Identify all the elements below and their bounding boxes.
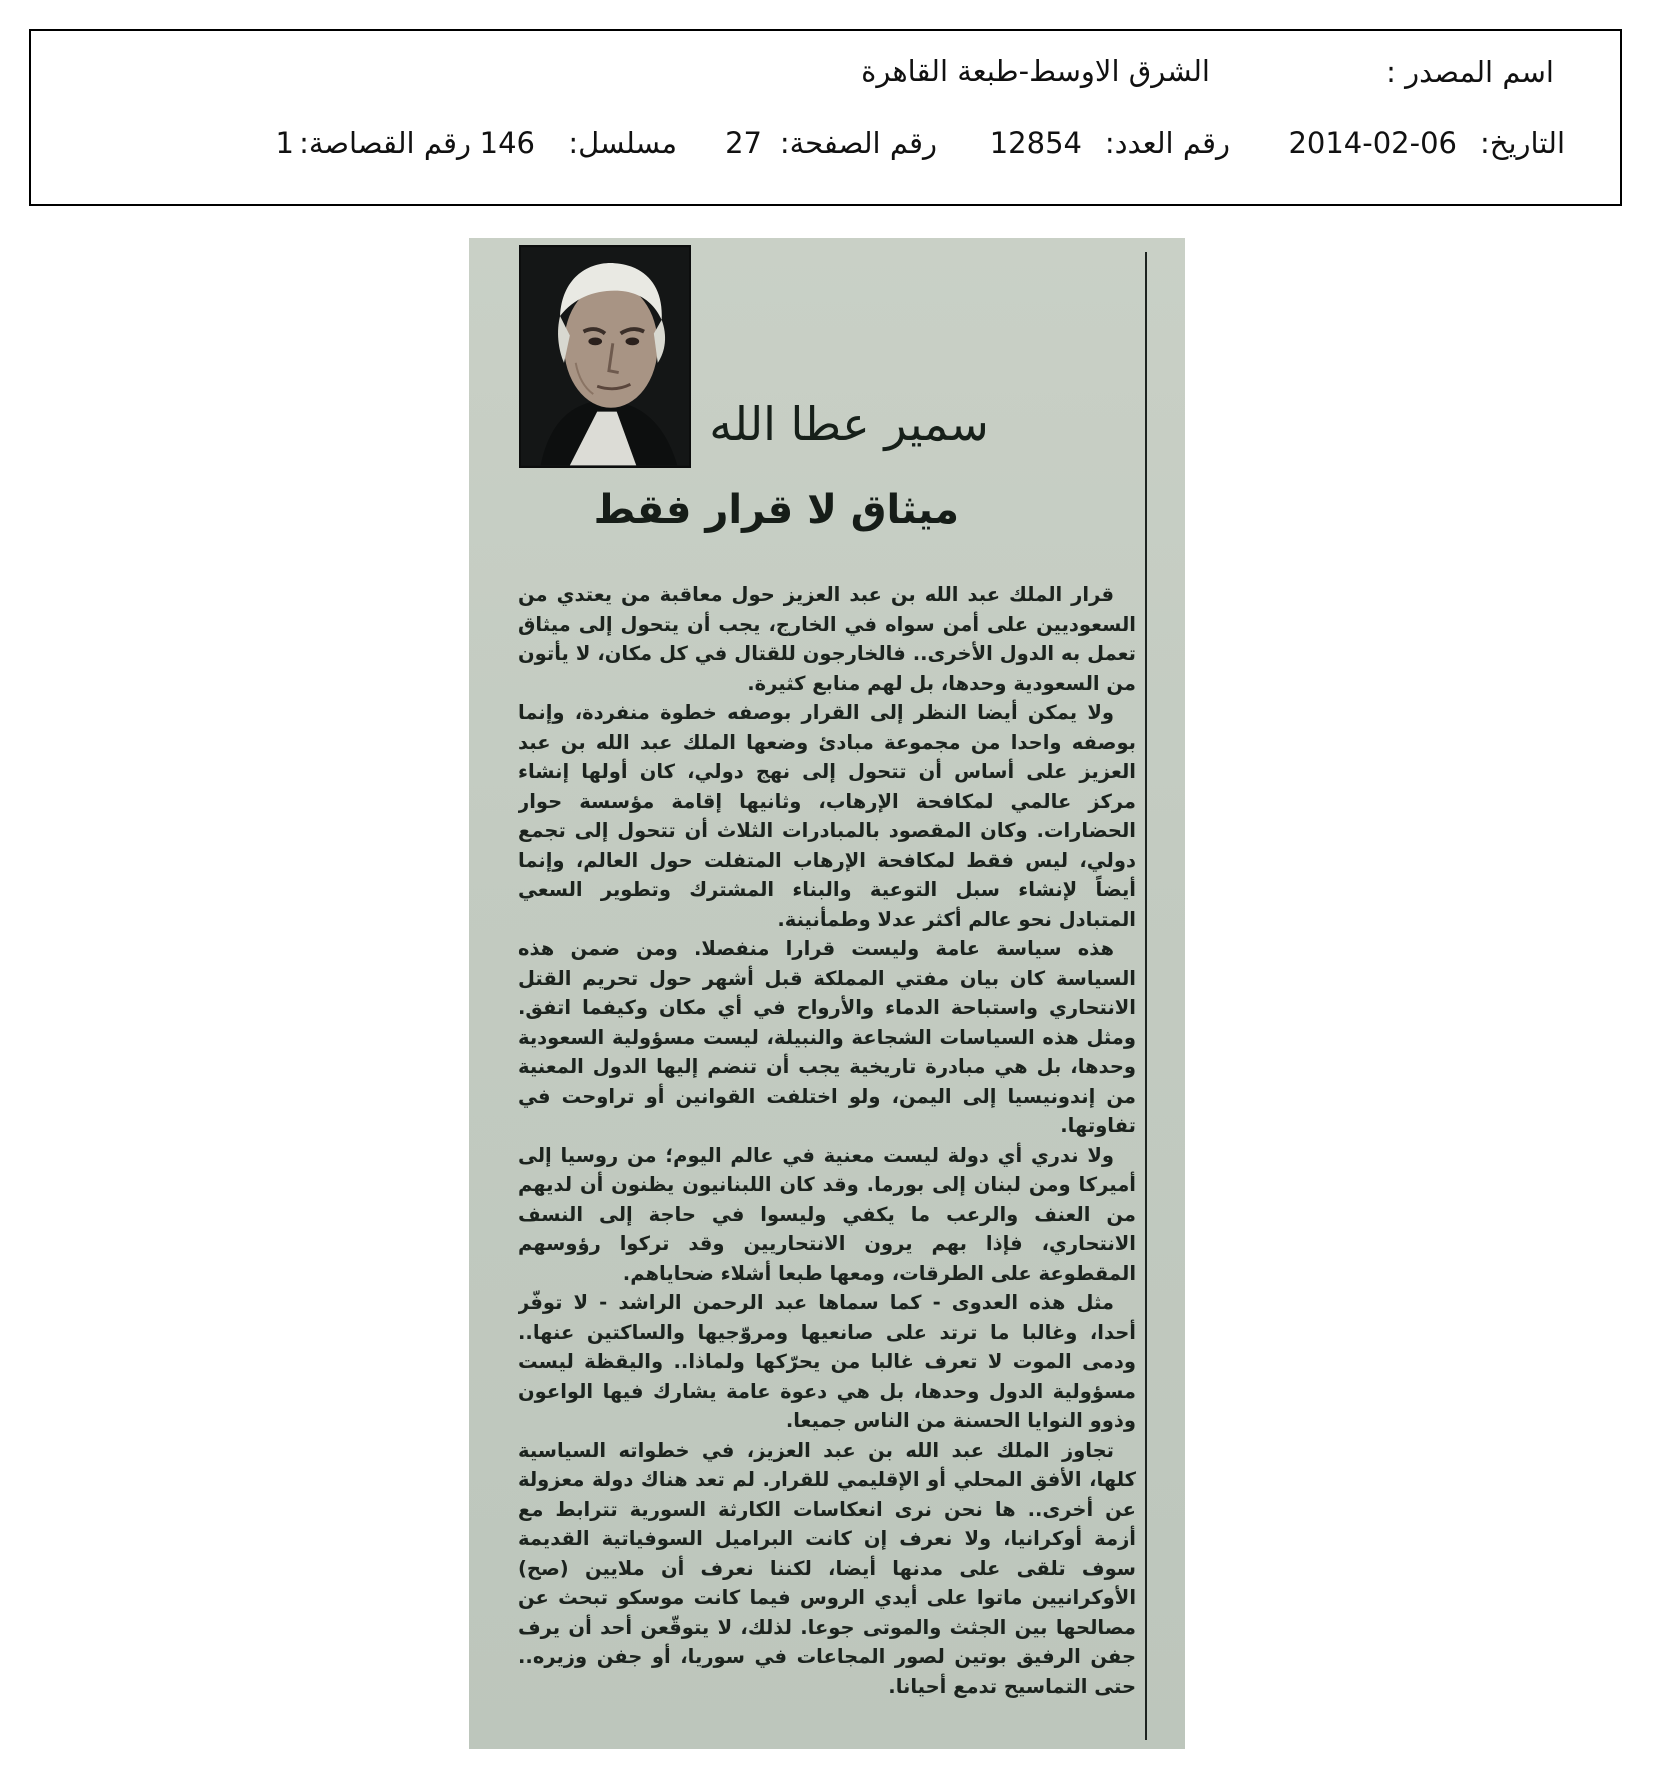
source-value: الشرق الاوسط-طبعة القاهرة	[861, 54, 1210, 88]
date-value: 2014-02-06	[1288, 126, 1457, 160]
article-paragraph: هذه سياسة عامة وليست قرارا منفصلا. ومن ضمن هذه السياسة كان بيان مفتي المملكة قبل أشهر حول تحريم القتل الانتحاري واستباحة الدماء والأرواح في أي مكان وكيفما اتفق. ومثل هذه السياسات الشجاعة والنبيلة، ليست مسؤولية السعودية وحدها، بل هي مبادرة تاريخية يجب أن تنضم إليها الدول المعنية من إندونيسيا إلى اليمن، ولو اختلفت القوانين أو تراوحت في تفاوتها.	[518, 937, 1136, 1137]
source-info-box	[29, 29, 1622, 206]
clip-label: رقم القصاصة:	[299, 126, 471, 160]
page-label: رقم الصفحة:	[779, 126, 937, 160]
article-headline: ميثاق لا قرار فقط	[593, 487, 959, 533]
article-paragraph: ولا يمكن أيضا النظر إلى القرار بوصفه خطوة منفردة، وإنما بوصفه واحدا من مجموعة مبادئ وضعها الملك عبد الله بن عبد العزيز على أساس أن تتحول إلى نهج دولي، كان أولها إنشاء مركز عالمي لمكافحة الإرهاب، وثانيها إقامة مؤسسة حوار الحضارات. وكان المقصود بالمبادرات الثلاث أن تتحول إلى تجمع دولي، ليس فقط لمكافحة الإرهاب المتفلت حول العالم، وإنما أيضاً لإنشاء سبل التوعية والبناء المشترك وتطوير السعي المتبادل نحو عالم أكثر عدلا وطمأنينة.	[518, 701, 1136, 931]
author-portrait	[519, 245, 691, 468]
article-paragraph: مثل هذه العدوى - كما سماها عبد الرحمن الراشد - لا توفّر أحدا، وغالبا ما ترتد على صانعيها ومروّجيها والساكتين عنها.. ودمى الموت لا تعرف غالبا من يحرّكها ولماذا.. واليقظة ليست مسؤولية الدول وحدها، بل هي دعوة عامة يشارك فيها الواعون وذوو النوايا الحسنة من الناس جميعا.	[518, 1291, 1136, 1432]
serial-label: مسلسل:	[568, 126, 677, 160]
clip-value: 1	[275, 126, 294, 160]
serial-value: 146	[479, 126, 535, 160]
article-paragraph: ولا ندري أي دولة ليست معنية في عالم اليوم؛ من روسيا إلى أميركا ومن لبنان إلى بورما. وقد كان اللبنانيون يظنون أن لديهم من العنف والرعب ما يكفي وليسوا في حاجة إلى النسف الانتحاري، فإذا بهم يرون الانتحاريين وقد تركوا رؤوسهم المقطوعة على الطرقات، ومعها طبعا أشلاء ضحاياهم.	[518, 1143, 1136, 1285]
column-rule	[1145, 252, 1147, 1740]
page-value: 27	[725, 126, 762, 160]
date-label: التاريخ:	[1479, 126, 1565, 160]
article-paragraph: قرار الملك عبد الله بن عبد العزيز حول معاقبة من يعتدي من السعوديين على أمن سواه في الخارج، يجب أن يتحول إلى ميثاق تعمل به الدول الأخرى.. فالخارجون للقتال في كل مكان، لا يأتون من السعودية وحدها، بل لهم منابع كثيرة.	[518, 583, 1136, 695]
article-paragraph: تجاوز الملك عبد الله بن عبد العزيز، في خطواته السياسية كلها، الأفق المحلي أو الإقليمي للقرار. لم تعد هناك دولة معزولة عن أخرى.. ها نحن نرى انعكاسات الكارثة السورية تترابط مع أزمة أوكرانيا، ولا نعرف إن كانت البراميل السوفياتية القديمة سوف تلقى على مدنها أيضا، لكننا نعرف أن ملايين (صح) الأوكرانيين ماتوا على أيدي الروس فيما كانت موسكو تبحث عن مصالحها بين الجثث والموتى جوعا. لذلك، لا يتوقّعن أحد أن يرف جفن الرفيق بوتين لصور المجاعات في سوريا، أو جفن وزيره.. حتى التماسيح تدمع أحيانا.	[518, 1438, 1136, 1698]
author-byline: سمير عطا الله	[709, 397, 989, 451]
article-body	[518, 580, 1136, 1740]
newspaper-clipping	[469, 238, 1185, 1749]
issue-label: رقم العدد:	[1104, 126, 1230, 160]
issue-value: 12854	[989, 126, 1082, 160]
source-label: اسم المصدر :	[1386, 55, 1554, 89]
